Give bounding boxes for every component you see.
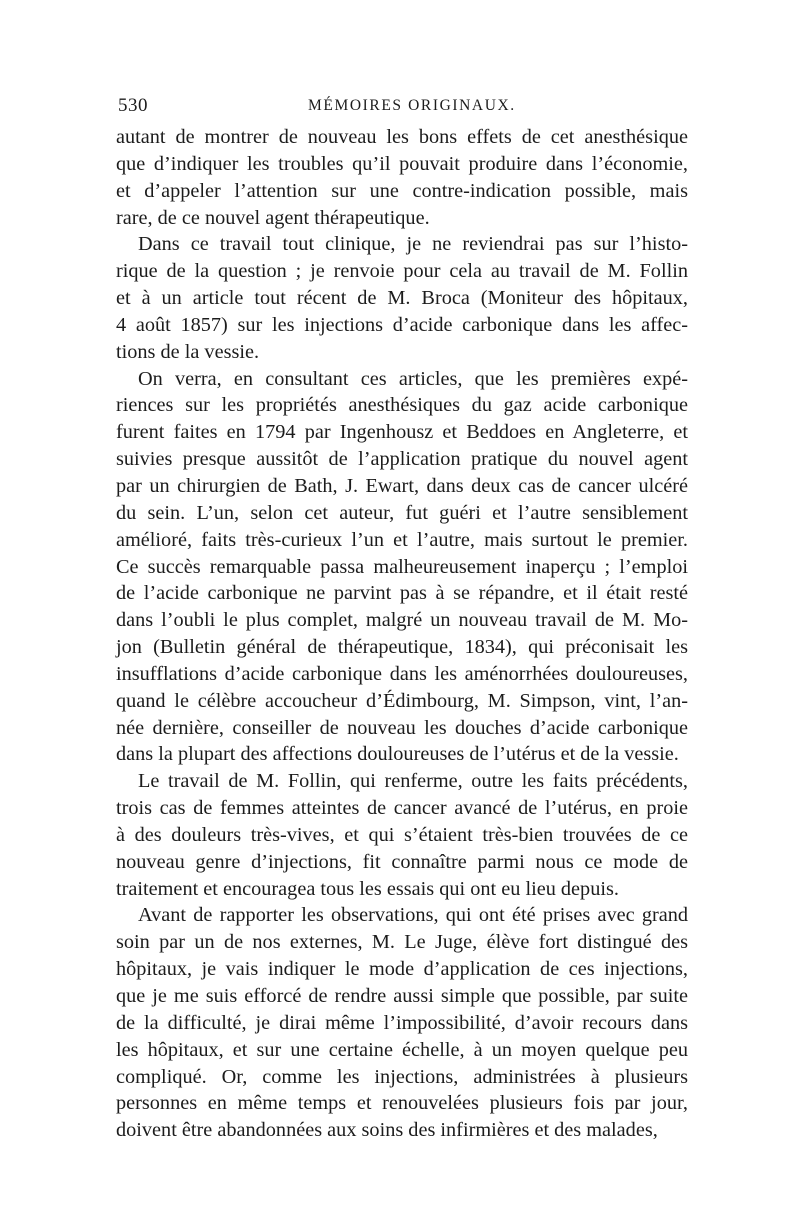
text-line: furent faites en 1794 par Ingenhousz et Beddoes en Angleterre, et [116,421,688,444]
text-line: que je me suis efforcé de rendre aussi simple que possible, par suite [116,985,688,1007]
text-line: suivies presque aussitôt de l’application pratique du nouvel agent [116,448,688,471]
running-head: MÉMOIRES ORIGINAUX. [308,97,516,114]
text-line: hôpitaux, je vais indiquer le mode d’application de ces injections, [116,958,688,981]
text-line: personnes en même temps et renouvelées plusieurs fois par jour, [116,1092,688,1115]
text-line: traitement et encouragea tous les essais qui ont eu lieu depuis. [116,877,619,900]
text-line: nouveau genre d’injections, fit connaître parmi nous ce mode de [116,850,688,873]
paragraph [116,124,688,231]
text-line: et d’appeler l’attention sur une contre-indication possible, mais [116,179,688,202]
text-line: trois cas de femmes atteintes de cancer avancé de l’utérus, en proie [116,797,688,820]
text-line: autant de montrer de nouveau les bons effets de cet anesthésique [116,126,688,148]
text-line: de l’acide carbonique ne parvint pas à se répandre, et il était resté [116,582,688,605]
text-line: Le travail de M. Follin, qui renferme, outre les faits précédents, [138,770,688,793]
text-line: née dernière, conseiller de nouveau les douches d’acide carbonique [116,716,688,739]
text-line: amélioré, faits très-curieux l’un et l’autre, mais surtout le premier. [116,528,688,551]
text-line: insufflations d’acide carbonique dans les aménorrhées douloureuses, [116,662,688,685]
text-line: riences sur les propriétés anesthésiques du gaz acide carbonique [116,394,688,417]
text-line: du sein. L’un, selon cet auteur, fut guéri et l’autre sensiblement [116,501,688,524]
text-line: dans la plupart des affections douloureuses de l’utérus et de la vessie. [116,743,679,766]
text-line: quand le célèbre accoucheur d’Édimbourg, M. Simpson, vint, l’an- [116,689,688,712]
text-line: et à un article tout récent de M. Broca (Moniteur des hôpitaux, [116,287,688,310]
text-line: par un chirurgien de Bath, J. Ewart, dans deux cas de cancer ulcéré [116,474,688,497]
paragraph [116,366,688,769]
text-line: Dans ce travail tout clinique, je ne reviendrai pas sur l’histo- [138,233,688,256]
text-line: rare, de ce nouvel agent thérapeutique. [116,206,430,229]
text-line: Avant de rapporter les observations, qui ont été prises avec grand [138,904,688,927]
text-line: doivent être abandonnées aux soins des infirmières et des malades, [116,1119,658,1142]
text-line: tions de la vessie. [116,340,260,363]
text-line: soin par un de nos externes, M. Le Juge, élève fort distingué des [116,931,688,954]
text-line: 4 août 1857) sur les injections d’acide carbonique dans les affec- [116,313,688,336]
paragraph [116,902,688,1144]
text-line: jon (Bulletin général de thérapeutique, 1834), qui préconisait les [116,636,688,659]
page-number: 530 [118,95,148,116]
text-line: On verra, en consultant ces articles, que les premières expé- [138,367,688,390]
paragraph [116,231,688,365]
body-text [116,124,688,1144]
text-line: les hôpitaux, et sur une certaine échelle, à un moyen quelque peu [116,1038,688,1061]
text-line: que d’indiquer les troubles qu’il pouvait produire dans l’économie, [116,152,688,175]
text-line: de la difficulté, je dirai même l’impossibilité, d’avoir recours dans [116,1011,688,1034]
page-header [118,95,698,121]
text-line: compliqué. Or, comme les injections, administrées à plusieurs [116,1065,688,1088]
text-line: à des douleurs très-vives, et qui s’étaient très-bien trouvées de ce [116,823,688,846]
text-line: Ce succès remarquable passa malheureusement inaperçu ; l’emploi [116,555,688,578]
text-line: dans l’oubli le plus complet, malgré un nouveau travail de M. Mo- [116,609,688,632]
paragraph [116,768,688,902]
text-line: rique de la question ; je renvoie pour cela au travail de M. Follin [116,260,688,283]
